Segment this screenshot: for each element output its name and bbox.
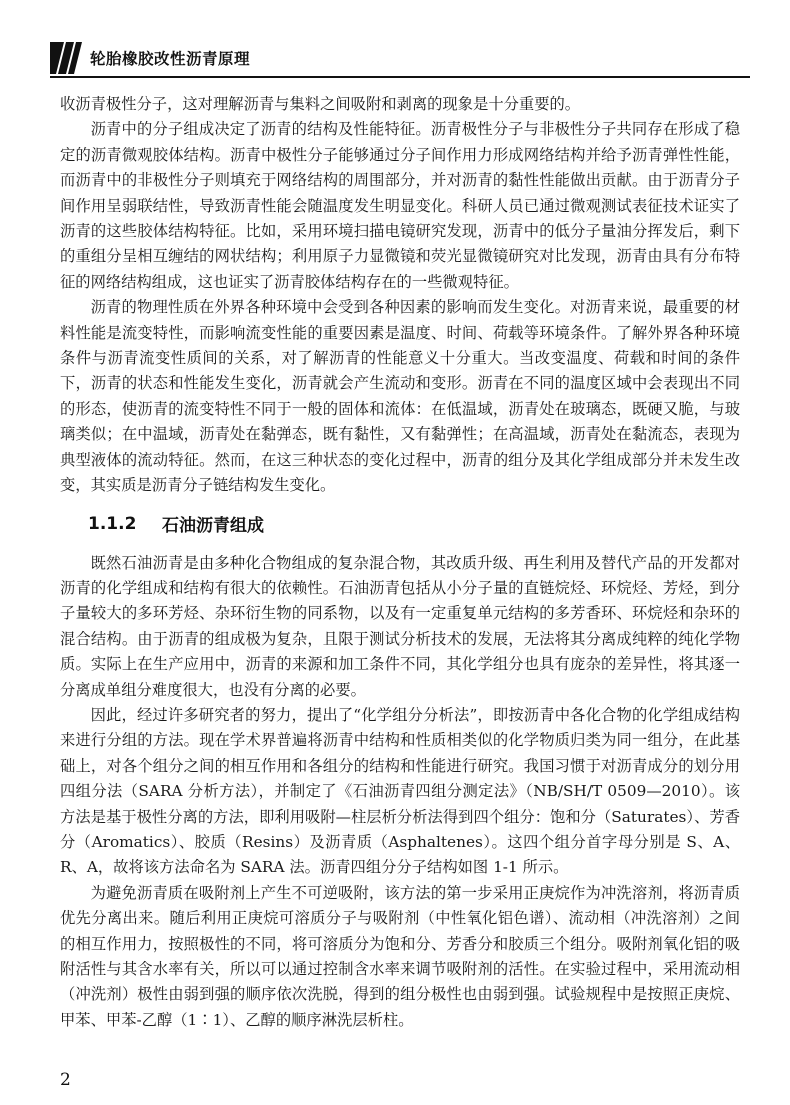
- section-number: 1.1.2: [88, 513, 137, 534]
- section-heading: [60, 509, 740, 539]
- page-number: 2: [60, 1070, 71, 1090]
- running-header: [50, 42, 750, 76]
- paragraph-continuation: 收沥青极性分子，这对理解沥青与集料之间吸附和剥离的现象是十分重要的。: [60, 95, 581, 113]
- section-title: 石油沥青组成: [162, 516, 264, 536]
- book-title: 轮胎橡胶改性沥青原理: [90, 50, 251, 68]
- page-body: [60, 92, 740, 1033]
- paragraph: 为避免沥青质在吸附剂上产生不可逆吸附，该方法的第一步采用正庚烷作为冲洗溶剂，将沥青质优先分离出来。随后利用正庚烷可溶质分子与吸附剂（中性氧化铝色谱）、流动相（冲洗溶剂）之间的相互作用力，按照极性的不同，将可溶质分为饱和分、芳香分和胶质三个组分。吸附剂氧化铝的吸附活性与其含水率有关，所以可以通过控制含水率来调节吸附剂的活性。在实验过程中，采用流动相（冲洗剂）极性由弱到强的顺序依次洗脱，得到的组分极性也由弱到强。试验规程中是按照正庚烷、甲苯、甲苯-乙醇（1∶1）、乙醇的顺序淋洗层析柱。: [60, 883, 740, 1029]
- paragraph: 沥青的物理性质在外界各种环境中会受到各种因素的影响而发生变化。对沥青来说，最重要的材料性能是流变特性，而影响流变性能的重要因素是温度、时间、荷载等环境条件。了解外界各种环境条件与沥青流变性质间的关系，对了解沥青的性能意义十分重大。当改变温度、荷载和时间的条件下，沥青的状态和性能发生变化，沥青就会产生流动和变形。沥青在不同的温度区域中会表现出不同的形态，使沥青的流变特性不同于一般的固体和流体：在低温域，沥青处在玻璃态，既硬又脆，与玻璃类似；在中温域，沥青处在黏弹态，既有黏性，又有黏弹性；在高温域，沥青处在黏流态，表现为典型液体的流动特征。然而，在这三种状态的变化过程中，沥青的组分及其化学组成部分并未发生改变，其实质是沥青分子链结构发生变化。: [60, 298, 740, 495]
- header-divider: [50, 76, 750, 78]
- paragraph: 既然石油沥青是由多种化合物组成的复杂混合物，其改质升级、再生利用及替代产品的开发都对沥青的化学组成和结构有很大的依赖性。石油沥青包括从小分子量的直链烷烃、环烷烃、芳烃，到分子量较大的多环芳烃、杂环衍生物的同系物，以及有一定重复单元结构的多芳香环、环烷烃和杂环的混合结构。由于沥青的组成极为复杂，且限于测试分析技术的发展，无法将其分离成纯粹的纯化学物质。实际上在生产应用中，沥青的来源和加工条件不同，其化学组分也具有庞杂的差异性，将其逐一分离成单组分难度很大，也没有分离的必要。: [60, 553, 740, 699]
- paragraph: 沥青中的分子组成决定了沥青的结构及性能特征。沥青极性分子与非极性分子共同存在形成了稳定的沥青微观胶体结构。沥青中极性分子能够通过分子间作用力形成网络结构并给予沥青弹性性能，而沥青中的非极性分子则填充于网络结构的周围部分，并对沥青的黏性性能做出贡献。由于沥青分子间作用呈弱联结性，导致沥青性能会随温度发生明显变化。科研人员已通过微观测试表征技术证实了沥青的这些胶体结构特征。比如，采用环境扫描电镜研究发现，沥青中的低分子量油分挥发后，剩下的重组分呈相互缠结的网状结构；利用原子力显微镜和荧光显微镜研究对比发现，沥青由具有分布特征的网络结构组成，这也证实了沥青胶体结构存在的一些微观特征。: [60, 120, 740, 291]
- book-logo-icon: [50, 42, 86, 74]
- paragraph: 因此，经过许多研究者的努力，提出了“化学组分分析法”，即按沥青中各化合物的化学组成结构来进行分组的方法。现在学术界普遍将沥青中结构和性质相类似的化学物质归类为同一组分，在此基础上，对各个组分之间的相互作用和各组分的结构和性能进行研究。我国习惯于对沥青成分的划分用四组分法（SARA 分析方法），并制定了《石油沥青四组分测定法》（NB/SH/T 0509—2010）。该方法是基于极性分离的方法，即利用吸附—柱层析分析法得到四个组分：饱和分（Saturates）、芳香分（Aromatics）、胶质（Resins）及沥青质（Asphaltenes）。这四个组分首字母分别是 S、A、R、A，故将该方法命名为 SARA 法。沥青四组分分子结构如图 1-1 所示。: [60, 705, 740, 877]
